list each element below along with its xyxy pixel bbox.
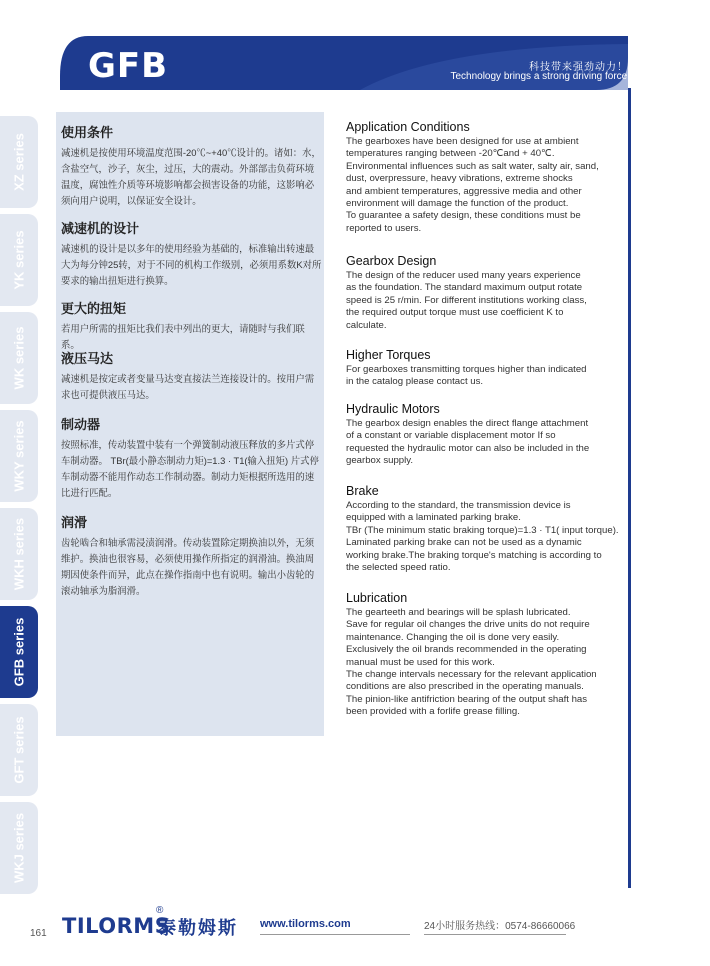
tab-wkj-series[interactable]	[0, 802, 38, 894]
registered-mark: ®	[156, 905, 164, 916]
section-heading: Application Conditions	[346, 120, 470, 134]
section-heading: 使用条件	[61, 125, 114, 140]
section-text: According to the standard, the transmission device is equipped with a laminated parking brake. TBr (The minimum static braking torque)=1.3 · T1( input torque). Laminated parking brake can not be used as a dynamic working brake.The braking torque's matching is according to the selected speed ratio.	[346, 500, 619, 574]
section-text: 若用户所需的扭矩比我们表中列出的更大，请随时与我们联系。	[61, 323, 305, 350]
tab-gfb-series[interactable]	[0, 606, 38, 698]
tab-label: GFT series	[11, 716, 27, 784]
page-number: 161	[30, 928, 47, 939]
brand-logo: TILORMS	[62, 914, 171, 938]
cn-section-torque	[61, 298, 323, 353]
brand-logo-chinese: 泰勒姆斯	[158, 918, 238, 938]
section-heading: Brake	[346, 484, 379, 498]
section-text: 减速机是按定或者变量马达变直接法兰连接设计的。按用户需求也可提供液压马达。	[61, 373, 315, 400]
section-text: 按照标准，传动装置中装有一个弹簧制动液压释放的多片式停车制动器。 TBr(最小静态制动力矩)=1.3 · T1(输入扭矩) 片式停车制动器不能用作动态工作制动器。制动力矩根据所选用的速比进行匹配。	[61, 439, 319, 498]
en-section-brake	[346, 484, 630, 574]
footer-divider	[260, 934, 410, 935]
slogan-english: Technology brings a strong driving force!	[450, 71, 630, 82]
section-heading: 减速机的设计	[61, 221, 140, 236]
section-text: The gearboxes have been designed for use at ambient temperatures ranging between -20℃and + 40℃. Environmental influences such as salt water, salty air, sand, dust, overpressure, heavy vibrations, extreme shocks and ambient temperatures, aggressive media and other environment will damage the function of the product. To guarantee a safety design, these conditions must be reported to users.	[346, 136, 599, 234]
slogan-chinese: 科技带来强劲动力！	[529, 62, 628, 73]
page-title: GFB	[88, 46, 169, 86]
tab-wkh-series[interactable]	[0, 508, 38, 600]
tab-gft-series[interactable]	[0, 704, 38, 796]
section-text: 减速机的设计是以多年的使用经验为基础的，标准输出转速最大为每分钟25转，对于不同的机构工作级别，必须用系数K对所要求的输出扭矩进行换算。	[61, 243, 322, 286]
en-section-hydraulic	[346, 402, 630, 468]
cn-section-brake	[61, 414, 323, 501]
section-heading: 液压马达	[61, 351, 114, 366]
tab-label: YK series	[11, 230, 27, 290]
section-text: The gearteeth and bearings will be splash lubricated. Save for regular oil changes the drive units do not require maintenance. Changing the oil is done very easily. Exclusively the oil brands recommended in the operating manual must be used for this work. The change intervals necessary for the relevant application conditions are also prescribed in the operating manuals. The pinion-like antifriction bearing of the output shaft has been provided with a forlife grease filling.	[346, 607, 597, 718]
tab-label: WKJ series	[11, 812, 27, 884]
section-text: 减速机是按使用环境温度范围-20℃~+40℃设计的。诸如：水，含盐空气，沙子，灰尘，过压，大的震动。外部部击负荷环境温度，腐蚀性介质等环境影响都会损害设备的功能，这影响必须向用户说明，以保证安全设计。	[61, 147, 321, 206]
tab-wk-series[interactable]	[0, 312, 38, 404]
section-text: The gearbox design enables the direct flange attachment of a constant or variable displacement motor If so requested the hydraulic motor can also be included in the gearbox supply.	[346, 418, 590, 467]
en-section-torque	[346, 348, 630, 389]
section-heading: Hydraulic Motors	[346, 402, 440, 416]
tab-label: WK series	[11, 326, 27, 390]
tab-xz-series[interactable]	[0, 116, 38, 208]
tab-label: GFB series	[11, 617, 27, 687]
section-text: The design of the reducer used many years experience as the foundation. The standard maximum output rotate speed is 25 r/min. For different institutions working class, the required output torque must use coefficient K to calculate.	[346, 270, 587, 331]
tab-wky-series[interactable]	[0, 410, 38, 502]
cn-section-hydraulic	[61, 348, 323, 403]
en-section-design	[346, 254, 630, 332]
footer-divider	[424, 934, 566, 935]
cn-section-design	[61, 218, 323, 289]
tab-label: WKH series	[11, 517, 27, 591]
website-link[interactable]: www.tilorms.com	[260, 918, 351, 930]
service-hotline: 24小时服务热线：0574-86660066	[424, 921, 576, 932]
section-heading: Higher Torques	[346, 348, 431, 362]
section-heading: 润滑	[61, 515, 88, 530]
tab-label: WKY series	[11, 420, 27, 492]
section-heading: 制动器	[61, 417, 101, 432]
en-section-application	[346, 120, 630, 235]
en-section-lubrication	[346, 591, 630, 719]
tab-yk-series[interactable]	[0, 214, 38, 306]
cn-section-lubrication	[61, 512, 323, 599]
section-heading: Gearbox Design	[346, 254, 437, 268]
section-text: 齿轮啮合和轴承需浸渍润滑。传动装置除定期换油以外，无须维护。换油也很容易，必须使用操作所指定的润滑油。换油周期因使条件而异，此点在操作指南中也有说明。输出小齿轮的滚动轴承为脂润滑。	[61, 537, 315, 596]
section-heading: Lubrication	[346, 591, 408, 605]
tab-label: XZ series	[11, 133, 27, 191]
section-text: For gearboxes transmitting torques higher than indicated in the catalog please contact us.	[346, 364, 587, 388]
cn-section-application	[61, 122, 323, 209]
section-heading: 更大的扭矩	[61, 301, 127, 316]
